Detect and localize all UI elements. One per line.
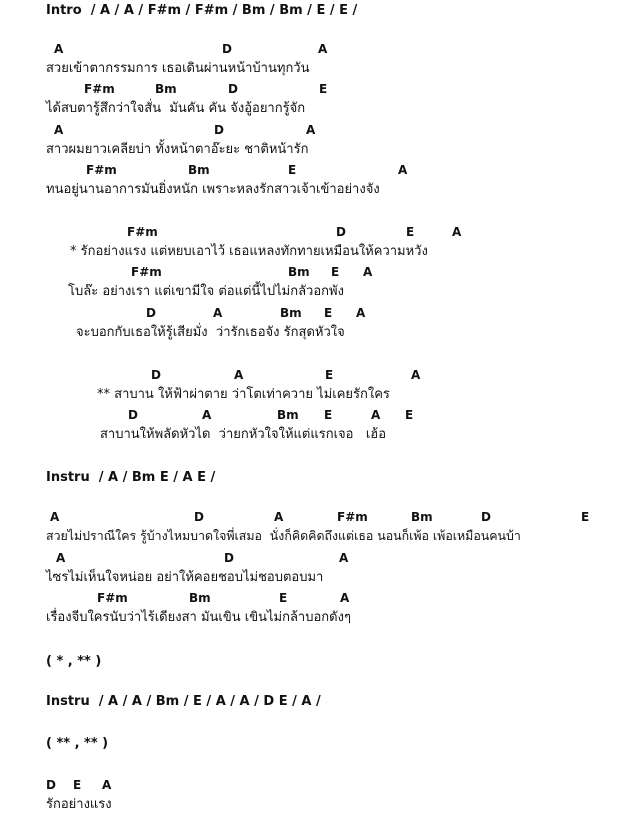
chord: D: [128, 408, 138, 422]
chord: F#m: [127, 225, 158, 239]
chord: A: [306, 123, 316, 137]
chord: Bm: [280, 306, 302, 320]
repeat-marker: ( ** , ** ): [46, 736, 109, 751]
chord: D: [481, 510, 491, 524]
chord: D: [224, 551, 234, 565]
chord: D: [151, 368, 161, 382]
lyric-line: สาบานให้พลัดหัวได ว่ายกหัวใจให้แต่แรกเจอ เฮ้อ: [100, 427, 387, 442]
chord: F#m: [131, 265, 162, 279]
chord: Bm: [411, 510, 433, 524]
chord: E: [324, 408, 333, 422]
lyric-line: จะบอกกับเธอให้รู้เสียมั่ง ว่ารักเธอจัง รักสุดหัวใจ: [76, 325, 345, 340]
intro-line: Intro / A / A / F#m / F#m / Bm / Bm / E / E /: [46, 3, 358, 18]
chord: F#m: [86, 163, 117, 177]
chord: A: [356, 306, 366, 320]
chord: A: [318, 42, 328, 56]
chord: F#m: [84, 82, 115, 96]
chord: A: [50, 510, 60, 524]
chord: Bm: [188, 163, 210, 177]
chord: Bm: [155, 82, 177, 96]
lyric-line: ทนอยู่นานอาการมันยิ่งหนัก เพราะหลงรักสาวเจ้าเข้าอย่างจัง: [46, 182, 380, 197]
lyric-line: * รักอย่างแรง แต่หยบเอาไว้ เธอแหลงทักทายเหมือนให้ความหวัง: [70, 244, 428, 259]
chord: F#m: [97, 591, 128, 605]
lyric-line: เรื่องจีบใครนับว่าไร้เดียงสา มันเขิน เขินไม่กล้าบอกดังๆ: [46, 610, 351, 625]
chord: E: [581, 510, 590, 524]
chord: E: [279, 591, 288, 605]
chord: E: [324, 306, 333, 320]
lyric-line: รักอย่างแรง: [46, 797, 112, 812]
instrumental-line: Instru / A / Bm E / A E /: [46, 470, 216, 485]
chord: E: [325, 368, 334, 382]
chord: D: [194, 510, 204, 524]
chord: E: [288, 163, 297, 177]
lyric-line: สวยเข้าตากรรมการ เธอเดินผ่านหน้าบ้านทุกวัน: [46, 61, 310, 76]
chord: A: [363, 265, 373, 279]
chord: A: [398, 163, 408, 177]
chord: D: [146, 306, 156, 320]
chord: A: [274, 510, 284, 524]
chord: E: [406, 225, 415, 239]
chord: A: [213, 306, 223, 320]
chord: F#m: [337, 510, 368, 524]
chord: A: [56, 551, 66, 565]
chord: A: [371, 408, 381, 422]
chord: A: [202, 408, 212, 422]
chord: D: [214, 123, 224, 137]
chord: E: [331, 265, 340, 279]
chord: E: [405, 408, 414, 422]
chord: A: [340, 591, 350, 605]
chord: A: [452, 225, 462, 239]
chord: D: [228, 82, 238, 96]
chord: A: [234, 368, 244, 382]
chord: E: [319, 82, 328, 96]
chord: E: [73, 778, 82, 792]
chord: D: [336, 225, 346, 239]
lyric-line: โบล๊ะ อย่างเรา แต่เขามีใจ ต่อแต่นี้ไปไม่กลัวอกพัง: [68, 284, 344, 299]
lyric-line: ** สาบาน ให้ฟ้าผ่าตาย ว่าโตเท่าควาย ไม่เคยรักใคร: [97, 387, 390, 402]
lyric-line: ได้สบตารู้สึกว่าใจสั่น มันคัน คัน จังอู้อยากรู้จัก: [46, 101, 306, 116]
chord: Bm: [189, 591, 211, 605]
chord: Bm: [277, 408, 299, 422]
chord: A: [339, 551, 349, 565]
chord: D: [46, 778, 56, 792]
chord: A: [54, 42, 64, 56]
chord: A: [102, 778, 112, 792]
chord: A: [411, 368, 421, 382]
chord: D: [222, 42, 232, 56]
chord: A: [54, 123, 64, 137]
lyric-line: สวยไม่ปราณีใคร รู้บ้างไหมบาดใจพี่เสมอ นั่งก็คิดคิดถึงแต่เธอ นอนก็เพ้อ เพ้อเหมือนคนบ้า: [46, 528, 521, 543]
chord: Bm: [288, 265, 310, 279]
instrumental-line: Instru / A / A / Bm / E / A / A / D E / A /: [46, 694, 321, 709]
lyric-line: สาวผมยาวเคลียบ่า ทั้งหน้าตาอ๊ะยะ ชาติหน้ารัก: [46, 142, 309, 157]
lyric-line: ไซรไม่เห็นใจหน่อย อย่าให้คอยชอบไม่ชอบตอบมา: [46, 570, 324, 585]
repeat-marker: ( * , ** ): [46, 654, 102, 669]
